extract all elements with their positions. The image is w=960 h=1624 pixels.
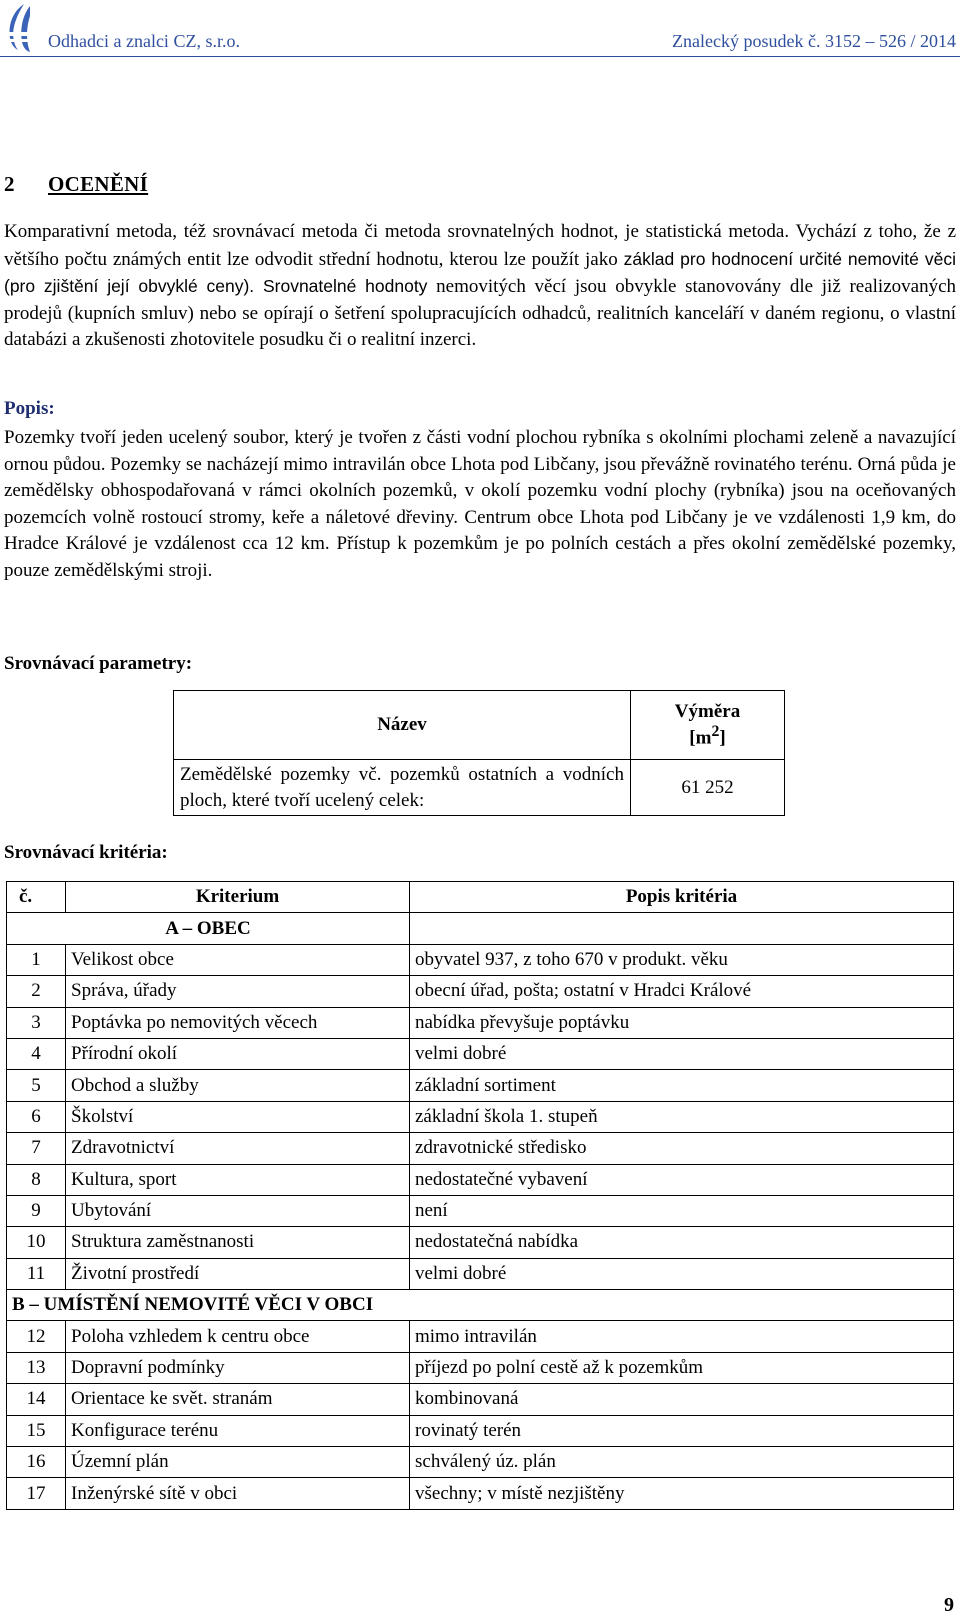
criteria-row-num: 10 [7,1227,66,1258]
params-row-area: 61 252 [631,760,785,816]
intro-text-1: Komparativní metoda, též srovnávací metoda či metoda srovnatelných hodnot, je statistická metoda. Vychází z toho, že z většího počtu známých entit lze odvodit střední hodnotu, kterou lze použít jako [4,221,956,270]
criteria-row-crit: Životní prostředí [66,1258,410,1289]
criteria-row-num: 5 [7,1070,66,1101]
criteria-row [7,944,954,975]
criteria-row [7,1195,954,1226]
criteria-section-a [7,913,954,944]
criteria-table [6,881,954,1510]
criteria-row-crit: Dopravní podmínky [66,1352,410,1383]
criteria-row-desc: zdravotnické středisko [410,1133,954,1164]
criteria-row-num: 11 [7,1258,66,1289]
criteria-row-crit: Orientace ke svět. stranám [66,1384,410,1415]
criteria-row [7,1070,954,1101]
report-number: Znalecký posudek č. 3152 – 526 / 2014 [672,31,956,51]
params-col-area-unit-post: ] [719,727,726,749]
criteria-row-desc: nedostatečná nabídka [410,1227,954,1258]
criteria-row-crit: Inženýrské sítě v obci [66,1478,410,1509]
popis-label: Popis: [4,398,55,419]
criteria-row-num: 17 [7,1478,66,1509]
criteria-col-num: č. [7,882,66,913]
criteria-row [7,1352,954,1383]
criteria-row-desc: rovinatý terén [410,1415,954,1446]
criteria-section-a-empty [410,913,954,944]
criteria-row-crit: Velikost obce [66,944,410,975]
criteria-row [7,1258,954,1289]
criteria-row-desc: obyvatel 937, z toho 670 v produkt. věku [410,944,954,975]
criteria-row-crit: Kultura, sport [66,1164,410,1195]
criteria-row-num: 16 [7,1447,66,1478]
criteria-row [7,1007,954,1038]
params-label: Srovnávací parametry: [4,653,193,674]
intro-paragraph [4,219,956,354]
criteria-row-desc: základní sortiment [410,1070,954,1101]
criteria-row-desc: mimo intravilán [410,1321,954,1352]
criteria-row-crit: Obchod a služby [66,1070,410,1101]
criteria-row-num: 1 [7,944,66,975]
criteria-row [7,1133,954,1164]
company-logo-icon [2,2,38,54]
criteria-row-crit: Ubytování [66,1195,410,1226]
criteria-row-desc: velmi dobré [410,1038,954,1069]
criteria-row-crit: Poptávka po nemovitých věcech [66,1007,410,1038]
page-number: 9 [944,1594,954,1616]
criteria-row-num: 7 [7,1133,66,1164]
criteria-row-crit: Zdravotnictví [66,1133,410,1164]
params-col-name: Název [174,691,631,760]
criteria-row-crit: Školství [66,1101,410,1132]
criteria-row-num: 4 [7,1038,66,1069]
criteria-row-crit: Struktura zaměstnanosti [66,1227,410,1258]
criteria-row [7,1164,954,1195]
criteria-header-row [7,882,954,913]
criteria-row-desc: kombinovaná [410,1384,954,1415]
criteria-row [7,1038,954,1069]
criteria-body [7,913,954,1509]
criteria-row [7,976,954,1007]
criteria-row-crit: Správa, úřady [66,976,410,1007]
intro-text-2: základ pro hodnocení určité nemovité věci (pro zjištění její obvyklé ceny). Srovnatelné hodnoty [4,248,956,296]
params-row [174,760,785,816]
criteria-row-num: 14 [7,1384,66,1415]
intro-text-3: nemovitých věcí jsou obvykle stanovovány dle již realizovaných prodejů (kupních smluv) nebo se opírají o šetření spolupracujících odhadců, realitních kanceláří v daném regionu, o vlastní databázi a zkušenosti zhotovitele posudku či o realitní inzerci. [4,276,957,350]
criteria-col-desc: Popis kritéria [410,882,954,913]
criteria-row-desc: všechny; v místě nezjištěny [410,1478,954,1509]
criteria-row-crit: Územní plán [66,1447,410,1478]
criteria-row [7,1227,954,1258]
criteria-row-num: 8 [7,1164,66,1195]
criteria-row [7,1321,954,1352]
criteria-section-b-label: B – UMÍSTĚNÍ NEMOVITÉ VĚCI V OBCI [7,1290,954,1321]
criteria-row-num: 9 [7,1195,66,1226]
criteria-row-crit: Konfigurace terénu [66,1415,410,1446]
criteria-row-crit: Poloha vzhledem k centru obce [66,1321,410,1352]
params-header-row [174,691,785,760]
criteria-row [7,1447,954,1478]
criteria-row-num: 6 [7,1101,66,1132]
criteria-row-desc: nedostatečné vybavení [410,1164,954,1195]
page-header [0,0,960,60]
company-name: Odhadci a znalci CZ, s.r.o. [48,31,240,51]
criteria-label: Srovnávací kritéria: [4,842,168,863]
criteria-row [7,1415,954,1446]
criteria-row-desc: schválený úz. plán [410,1447,954,1478]
criteria-row-desc: nabídka převyšuje poptávku [410,1007,954,1038]
section-number: 2 [4,172,15,196]
criteria-row-num: 15 [7,1415,66,1446]
params-table [173,690,785,816]
criteria-row-desc: obecní úřad, pošta; ostatní v Hradci Králové [410,976,954,1007]
params-col-area [631,691,785,760]
header-divider [0,56,960,57]
criteria-row-desc: základní škola 1. stupeň [410,1101,954,1132]
params-col-area-label: Výměra [674,700,741,722]
params-col-area-unit-sup: 2 [711,722,720,740]
popis-paragraph: Pozemky tvoří jeden ucelený soubor, který je tvořen z části vodní plochou rybníka s okolními plochami zeleně a navazující ornou půdou. Pozemky se nacházejí mimo intravilán obce Lhota pod Libčany, jsou převážně rovinatého terénu. Orná půda je zemědělsky obhospodařovaná v rámci okolních pozemků, v okolí pozemku vodní plochy (rybníka) jsou na oceňovaných pozemcích volně rostoucí stromy, keře a náletové dřeviny. Centrum obce Lhota pod Libčany je ve vzdálenosti 1,9 km, do Hradce Králové je vzdálenost cca 12 km. Přístup k pozemkům je po polních cestách a přes okolní zemědělské pozemky, pouze zemědělskými stroji. [4,427,956,581]
criteria-row [7,1384,954,1415]
criteria-section-a-label: A – OBEC [7,913,410,944]
criteria-row-num: 13 [7,1352,66,1383]
params-row-name: Zemědělské pozemky vč. pozemků ostatních a vodních ploch, které tvoří ucelený celek: [174,760,631,816]
section-title [4,172,148,197]
criteria-row-desc: velmi dobré [410,1258,954,1289]
criteria-section-b [7,1290,954,1321]
criteria-col-crit: Kriterium [66,882,410,913]
criteria-row [7,1101,954,1132]
criteria-row-desc: příjezd po polní cestě až k pozemkům [410,1352,954,1383]
criteria-row [7,1478,954,1509]
criteria-row-num: 12 [7,1321,66,1352]
criteria-row-num: 2 [7,976,66,1007]
criteria-row-crit: Přírodní okolí [66,1038,410,1069]
criteria-row-desc: není [410,1195,954,1226]
section-title-text: OCENĚNÍ [48,172,149,196]
criteria-row-num: 3 [7,1007,66,1038]
params-col-area-unit-pre: [m [689,727,712,749]
